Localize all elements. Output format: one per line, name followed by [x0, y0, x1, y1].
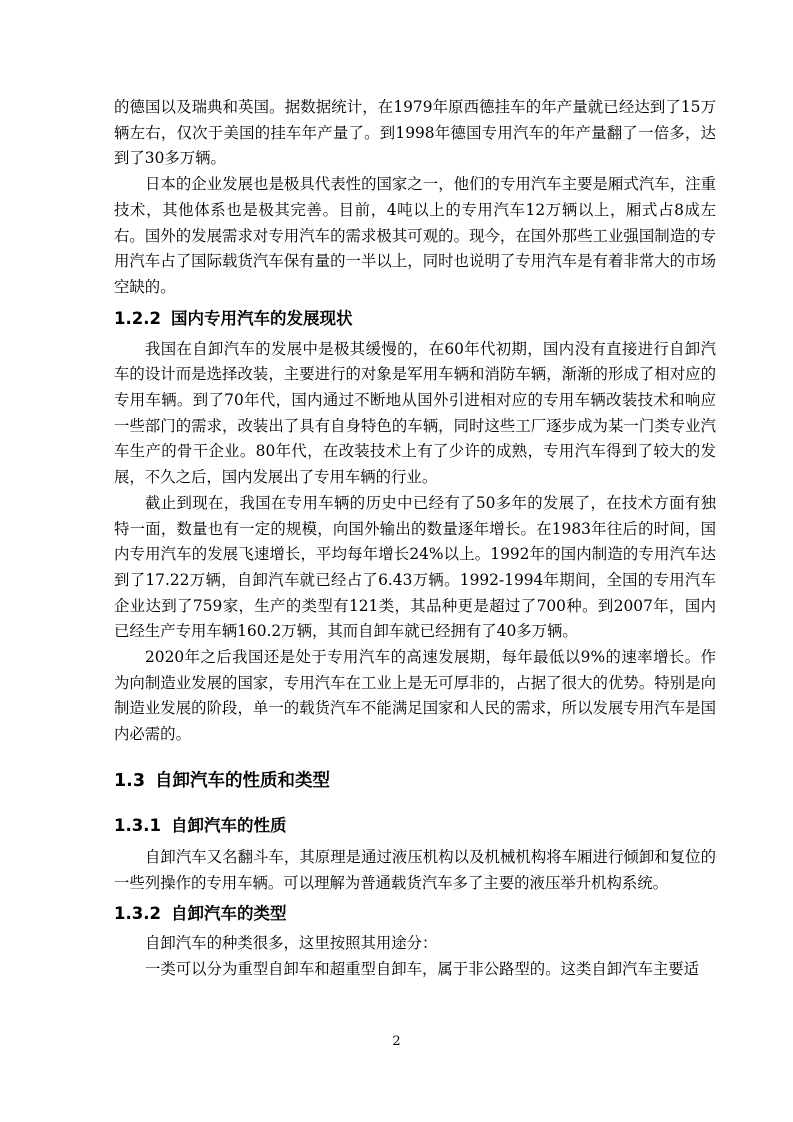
paragraph-1: 的德国以及瑞典和英国。据数据统计，在1979年原西德挂车的年产量就已经达到了15万辆左右，仅次于美国的挂车年产量了。到1998年德国专用汽车的年产量翻了一倍多，达到了30多万辆。 [114, 98, 716, 168]
section-heading-1-3-1 [114, 814, 716, 838]
section-heading-1-2-2 [114, 307, 716, 331]
section-title: 国内专用汽车的发展现状 [170, 308, 353, 328]
page-content [114, 95, 716, 983]
section-number: 1.2.2 [114, 308, 161, 328]
section-heading-1-3 [114, 768, 716, 794]
section-number: 1.3 [114, 770, 146, 791]
section-number: 1.3.2 [114, 904, 161, 924]
paragraph-6: 自卸汽车又名翻斗车，其原理是通过液压机构以及机械机构将车厢进行倾卸和复位的一些列操作的专用车辆。可以理解为普通载货汽车多了主要的液压举升机构系统。 [114, 847, 716, 892]
paragraph-5: 2020年之后我国还是处于专用汽车的高速发展期，每年最低以9%的速率增长。作为向制造业发展的国家，专用汽车在工业上是无可厚非的，占据了很大的优势。特别是向制造业发展的阶段，单一的载货汽车不能满足国家和人民的需求，所以发展专用汽车是国内必需的。 [114, 648, 716, 744]
section-title: 自卸汽车的类型 [170, 904, 287, 924]
paragraph-3: 我国在自卸汽车的发展中是极其缓慢的，在60年代初期，国内没有直接进行自卸汽车的设计而是选择改装，主要进行的对象是军用车辆和消防车辆，渐渐的形成了相对应的专用车辆。到了70年代，国内通过不断地从国外引进相对应的专用车辆改装技术和响应一些部门的需求，改装出了具有自身特色的车辆，同时这些工厂逐步成为某一门类专业汽车生产的骨干企业。80年代，在改装技术上有了少许的成熟，专用汽车得到了较大的发展，不久之后，国内发展出了专用车辆的行业。 [114, 339, 716, 487]
page-number: 2 [392, 1034, 401, 1049]
paragraph-2: 日本的企业发展也是极具代表性的国家之一，他们的专用汽车主要是厢式汽车，注重技术，其他体系也是极其完善。目前，4吨以上的专用汽车12万辆以上，厢式占8成左右。国外的发展需求对专用汽车的需求极其可观的。现今，在国外那些工业强国制造的专用汽车占了国际载货汽车保有量的一半以上，同时也说明了专用汽车是有着非常大的市场空缺的。 [114, 175, 716, 296]
paragraph-7: 自卸汽车的种类很多，这里按照其用途分： [145, 934, 438, 953]
section-title: 自卸汽车的性质 [170, 815, 287, 835]
paragraph-4: 截止到现在，我国在专用车辆的历史中已经有了50多年的发展了，在技术方面有独特一面，数量也有一定的规模，向国外输出的数量逐年增长。在1983年往后的时间，国内专用汽车的发展飞速增长，平均每年增长24%以上。1992年的国内制造的专用汽车达到了17.22万辆，自卸汽车就已经占了6.43万辆。1992-1994年期间，全国的专用汽车企业达到了759家，生产的类型有121类，其品种更是超过了700种。到2007年，国内已经生产专用车辆160.2万辆，其而自卸车就已经拥有了40多万辆。 [114, 493, 716, 641]
section-number: 1.3.1 [114, 815, 161, 835]
section-heading-1-3-2 [114, 902, 716, 926]
section-title: 自卸汽车的性质和类型 [155, 770, 331, 791]
paragraph-8: 一类可以分为重型自卸车和超重型自卸车，属于非公路型的。这类自卸汽车主要适 [145, 959, 700, 978]
